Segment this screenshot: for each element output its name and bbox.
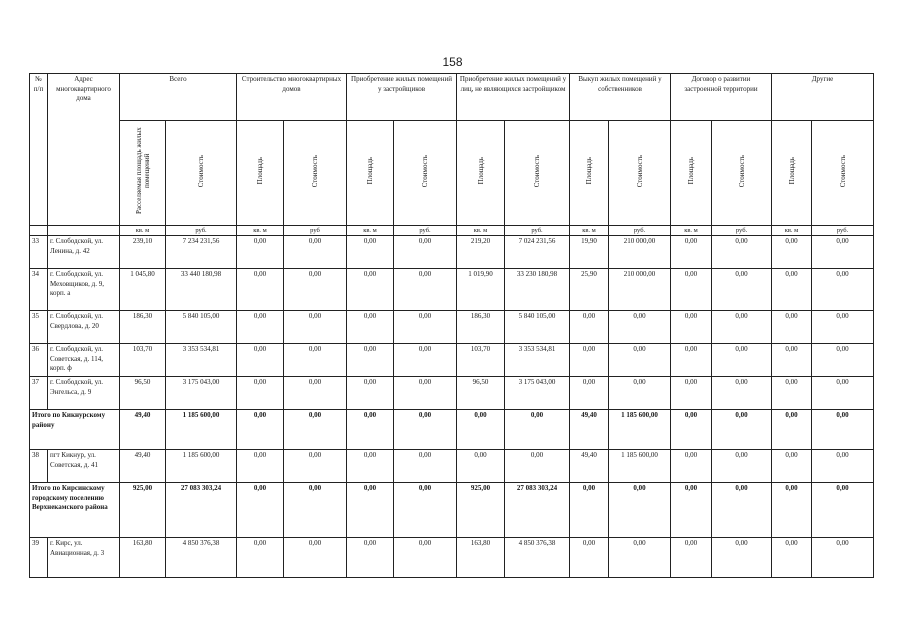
table-row [30, 344, 874, 377]
subheader-label: Стоимость [635, 154, 644, 188]
unit-cell: руб. [394, 225, 457, 236]
total-row [30, 410, 874, 450]
value-cell: 219,20 [457, 236, 505, 269]
header-sub-row [30, 121, 874, 226]
value-cell: 0,00 [237, 483, 284, 538]
value-cell: 186,30 [120, 311, 166, 344]
subheader-cell [120, 121, 166, 226]
row-number: 37 [30, 377, 48, 410]
value-cell: 96,50 [120, 377, 166, 410]
value-cell: 0,00 [712, 269, 772, 311]
unit-cell: руб. [166, 225, 237, 236]
subheader-cell [712, 121, 772, 226]
value-cell: 0,00 [570, 311, 609, 344]
value-cell: 0,00 [671, 269, 712, 311]
row-number: 38 [30, 450, 48, 483]
value-cell: 0,00 [394, 538, 457, 578]
row-number: 33 [30, 236, 48, 269]
group-header-development-contract: Договор о развитии застроенной территории [671, 74, 772, 121]
row-number: 34 [30, 269, 48, 311]
subheader-label: Стоимость [311, 154, 319, 188]
value-cell: 0,00 [772, 483, 812, 538]
header-unit-row [30, 225, 874, 236]
row-number: 36 [30, 344, 48, 377]
row-address: г. Слободской, ул. Ленина, д. 42 [48, 236, 120, 269]
row-address: пгт Кикнур, ул. Советская, д. 41 [48, 450, 120, 483]
unit-cell-empty [48, 225, 120, 236]
value-cell: 3 353 534,81 [166, 344, 237, 377]
subheader-label: Площадь [476, 157, 485, 185]
subheader-label: Стоимость [838, 154, 847, 188]
value-cell: 1 185 600,00 [609, 410, 671, 450]
value-cell: 0,00 [347, 377, 394, 410]
subheader-cell [284, 121, 347, 226]
value-cell: 0,00 [812, 344, 874, 377]
group-header-purchase-developers: Приобретение жилых помещений у застройщиков [347, 74, 457, 121]
value-cell: 3 353 534,81 [505, 344, 570, 377]
table-row [30, 538, 874, 578]
value-cell: 4 850 376,38 [505, 538, 570, 578]
header-group-row [30, 74, 874, 121]
value-cell: 0,00 [237, 450, 284, 483]
value-cell: 3 175 043,00 [166, 377, 237, 410]
value-cell: 0,00 [284, 269, 347, 311]
value-cell: 163,80 [457, 538, 505, 578]
value-cell: 0,00 [712, 410, 772, 450]
table-body [30, 236, 874, 578]
row-number: 35 [30, 311, 48, 344]
value-cell: 0,00 [772, 538, 812, 578]
value-cell: 0,00 [712, 450, 772, 483]
value-cell: 0,00 [394, 377, 457, 410]
value-cell: 210 000,00 [609, 269, 671, 311]
value-cell: 0,00 [284, 236, 347, 269]
value-cell: 0,00 [772, 311, 812, 344]
value-cell: 7 234 231,56 [166, 236, 237, 269]
value-cell: 1 185 600,00 [609, 450, 671, 483]
value-cell: 3 175 043,00 [505, 377, 570, 410]
value-cell: 0,00 [505, 410, 570, 450]
value-cell: 0,00 [284, 538, 347, 578]
subheader-label: Площадь [366, 157, 374, 185]
value-cell: 0,00 [812, 269, 874, 311]
value-cell: 0,00 [347, 344, 394, 377]
table-row [30, 269, 874, 311]
value-cell: 186,30 [457, 311, 505, 344]
value-cell: 0,00 [671, 236, 712, 269]
value-cell: 0,00 [237, 236, 284, 269]
row-address: г. Слободской, ул. Энгельса, д. 9 [48, 377, 120, 410]
row-address: г. Кирс, ул. Авиационная, д. 3 [48, 538, 120, 578]
subheader-label: Стоимость [533, 154, 541, 188]
subheader-cell [812, 121, 874, 226]
total-row [30, 483, 874, 538]
unit-cell: кв. м [457, 225, 505, 236]
subheader-cell [457, 121, 505, 226]
subheader-cell [570, 121, 609, 226]
value-cell: 0,00 [284, 311, 347, 344]
value-cell: 0,00 [237, 538, 284, 578]
subheader-cell [505, 121, 570, 226]
subheader-cell [166, 121, 237, 226]
value-cell: 103,70 [457, 344, 505, 377]
value-cell: 0,00 [284, 483, 347, 538]
table-row [30, 236, 874, 269]
value-cell: 0,00 [237, 311, 284, 344]
table-header [30, 74, 874, 236]
value-cell: 0,00 [671, 450, 712, 483]
subheader-label: Стоимость [737, 154, 746, 188]
group-header-buyout: Выкуп жилых помещений у собственников [570, 74, 671, 121]
value-cell: 0,00 [609, 538, 671, 578]
value-cell: 0,00 [671, 538, 712, 578]
value-cell: 0,00 [812, 450, 874, 483]
value-cell: 0,00 [394, 236, 457, 269]
value-cell: 0,00 [347, 410, 394, 450]
value-cell: 5 840 105,00 [505, 311, 570, 344]
value-cell: 49,40 [570, 450, 609, 483]
value-cell: 0,00 [284, 377, 347, 410]
value-cell: 33 440 180,98 [166, 269, 237, 311]
col-num-header: № п/п [30, 74, 48, 226]
value-cell: 0,00 [812, 311, 874, 344]
group-header-construction: Строительство многоквартирных домов [237, 74, 347, 121]
unit-cell: руб. [609, 225, 671, 236]
value-cell: 0,00 [609, 344, 671, 377]
value-cell: 0,00 [712, 538, 772, 578]
value-cell: 7 024 231,56 [505, 236, 570, 269]
total-label: Итого по Кирсинскому городскому поселению Верхнекамского района [30, 483, 120, 538]
table-row [30, 377, 874, 410]
unit-cell: руб [284, 225, 347, 236]
value-cell: 0,00 [394, 311, 457, 344]
value-cell: 27 083 303,24 [505, 483, 570, 538]
value-cell: 0,00 [347, 311, 394, 344]
value-cell: 0,00 [237, 377, 284, 410]
value-cell: 0,00 [772, 344, 812, 377]
value-cell: 1 185 600,00 [166, 450, 237, 483]
value-cell: 0,00 [347, 450, 394, 483]
value-cell: 27 083 303,24 [166, 483, 237, 538]
value-cell: 0,00 [712, 311, 772, 344]
row-number: 39 [30, 538, 48, 578]
unit-cell: кв. м [237, 225, 284, 236]
col-address-header: Адрес многоквартирного дома [48, 74, 120, 226]
value-cell: 25,90 [570, 269, 609, 311]
value-cell: 103,70 [120, 344, 166, 377]
value-cell: 0,00 [347, 538, 394, 578]
subheader-label: Площадь [256, 157, 264, 185]
value-cell: 49,40 [570, 410, 609, 450]
value-cell: 0,00 [394, 269, 457, 311]
table-row [30, 450, 874, 483]
value-cell: 0,00 [284, 450, 347, 483]
value-cell: 49,40 [120, 450, 166, 483]
unit-cell: кв. м [671, 225, 712, 236]
subheader-cell [772, 121, 812, 226]
value-cell: 0,00 [812, 410, 874, 450]
subheader-cell [347, 121, 394, 226]
value-cell: 0,00 [570, 377, 609, 410]
group-header-other: Другие [772, 74, 874, 121]
unit-cell: руб. [712, 225, 772, 236]
value-cell: 33 230 180,98 [505, 269, 570, 311]
value-cell: 0,00 [570, 483, 609, 538]
unit-cell: кв. м [120, 225, 166, 236]
value-cell: 0,00 [457, 410, 505, 450]
value-cell: 0,00 [284, 344, 347, 377]
unit-cell: руб. [812, 225, 874, 236]
value-cell: 0,00 [772, 236, 812, 269]
subheader-label: Площадь [687, 157, 695, 185]
value-cell: 0,00 [347, 236, 394, 269]
value-cell: 0,00 [347, 483, 394, 538]
value-cell: 163,80 [120, 538, 166, 578]
row-address: г. Слободской, ул. Свердлова, д. 20 [48, 311, 120, 344]
value-cell: 0,00 [671, 483, 712, 538]
row-address: г. Слободской, ул. Меховщиков, д. 9, корп. а [48, 269, 120, 311]
value-cell: 239,10 [120, 236, 166, 269]
value-cell: 96,50 [457, 377, 505, 410]
value-cell: 1 185 600,00 [166, 410, 237, 450]
value-cell: 1 045,80 [120, 269, 166, 311]
value-cell: 1 019,90 [457, 269, 505, 311]
subheader-label: Расселяемая площадь жилых помещений [134, 127, 151, 215]
value-cell: 0,00 [772, 377, 812, 410]
value-cell: 0,00 [284, 410, 347, 450]
value-cell: 0,00 [812, 236, 874, 269]
value-cell: 0,00 [772, 410, 812, 450]
value-cell: 4 850 376,38 [166, 538, 237, 578]
unit-cell: кв. м [570, 225, 609, 236]
value-cell: 0,00 [772, 269, 812, 311]
value-cell: 0,00 [671, 377, 712, 410]
unit-cell: кв. м [772, 225, 812, 236]
value-cell: 5 840 105,00 [166, 311, 237, 344]
group-header-total: Всего [120, 74, 237, 121]
value-cell: 0,00 [671, 311, 712, 344]
value-cell: 0,00 [712, 377, 772, 410]
value-cell: 0,00 [812, 483, 874, 538]
value-cell: 0,00 [457, 450, 505, 483]
value-cell: 925,00 [120, 483, 166, 538]
value-cell: 0,00 [570, 344, 609, 377]
value-cell: 0,00 [237, 344, 284, 377]
resettlement-table [29, 73, 874, 578]
value-cell: 0,00 [609, 311, 671, 344]
value-cell: 0,00 [712, 236, 772, 269]
value-cell: 0,00 [237, 269, 284, 311]
value-cell: 0,00 [671, 410, 712, 450]
value-cell: 0,00 [394, 344, 457, 377]
unit-cell-empty [30, 225, 48, 236]
value-cell: 49,40 [120, 410, 166, 450]
total-label: Итого по Кикнурскому району [30, 410, 120, 450]
value-cell: 0,00 [347, 269, 394, 311]
subheader-label: Площадь [787, 157, 796, 185]
value-cell: 0,00 [570, 538, 609, 578]
row-address: г. Слободской, ул. Советская, д. 114, корп. ф [48, 344, 120, 377]
subheader-label: Стоимость [197, 154, 205, 188]
value-cell: 925,00 [457, 483, 505, 538]
value-cell: 0,00 [609, 377, 671, 410]
unit-cell: руб. [505, 225, 570, 236]
subheader-cell [671, 121, 712, 226]
value-cell: 0,00 [712, 483, 772, 538]
page-number: 158 [442, 55, 463, 69]
value-cell: 0,00 [394, 410, 457, 450]
value-cell: 0,00 [394, 450, 457, 483]
value-cell: 0,00 [712, 344, 772, 377]
subheader-label: Площадь [585, 157, 593, 185]
value-cell: 0,00 [772, 450, 812, 483]
group-header-purchase-non-developers: Приобретение жилых помещений у лиц, не являющихся застройщиком [457, 74, 570, 121]
value-cell: 0,00 [609, 483, 671, 538]
subheader-cell [609, 121, 671, 226]
value-cell: 0,00 [394, 483, 457, 538]
value-cell: 0,00 [812, 538, 874, 578]
table-row [30, 311, 874, 344]
value-cell: 0,00 [237, 410, 284, 450]
subheader-cell [394, 121, 457, 226]
subheader-cell [237, 121, 284, 226]
unit-cell: кв. м [347, 225, 394, 236]
subheader-label: Стоимость [421, 154, 429, 188]
value-cell: 0,00 [671, 344, 712, 377]
value-cell: 210 000,00 [609, 236, 671, 269]
value-cell: 19,90 [570, 236, 609, 269]
value-cell: 0,00 [505, 450, 570, 483]
value-cell: 0,00 [812, 377, 874, 410]
